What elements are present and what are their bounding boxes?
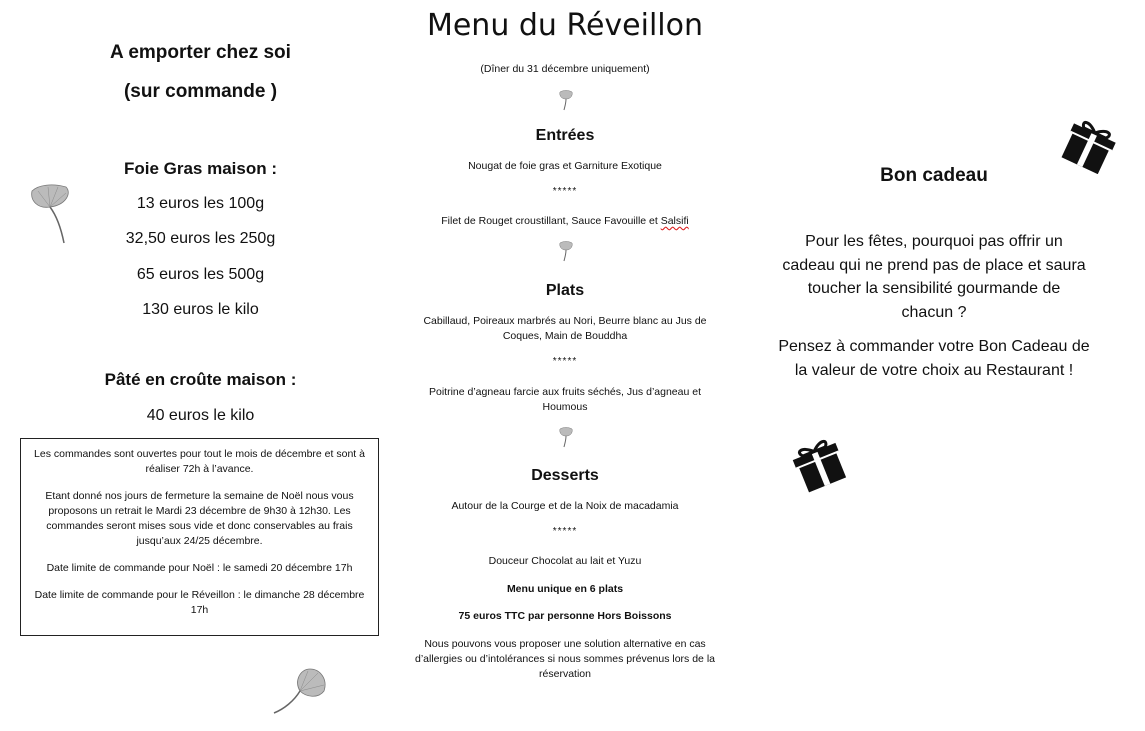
notice-paragraph: Les commandes sont ouvertes pour tout le mois de décembre et sont à réaliser 72h à l’avance. (34, 448, 365, 475)
allergy-note: Nous pouvons vous proposer une solution alternative en cas d’allergies ou d’intolérances si nous sommes prévenus lors de la réservation (415, 638, 715, 680)
separator: ***** (552, 526, 578, 537)
entrees-title: Entrées (535, 127, 595, 144)
menu-price: 75 euros TTC par personne Hors Boissons (458, 610, 672, 622)
menu-subtitle: (Dîner du 31 décembre uniquement) (480, 63, 650, 75)
entree-item: Nougat de foie gras et Garniture Exotique (468, 160, 662, 172)
entree-text: Filet de Rouget croustillant, Sauce Favouille et (441, 215, 661, 227)
gift-box-icon (1058, 118, 1120, 174)
foie-price-250g: 32,50 euros les 250g (125, 230, 276, 247)
menu-unique-note: Menu unique en 6 plats (506, 583, 624, 595)
dessert-item: Autour de la Courge et de la Noix de macadamia (451, 500, 679, 512)
foie-price-500g: 65 euros les 500g (136, 266, 265, 283)
notice-paragraph: Date limite de commande pour Noël : le samedi 20 décembre 17h (46, 562, 353, 574)
plat-item: Cabillaud, Poireaux marbrés au Nori, Beurre blanc au Jus de Coques, Main de Bouddha (423, 315, 707, 342)
separator: ***** (552, 356, 578, 367)
foie-gras-title: Foie Gras maison : (123, 159, 278, 178)
notice-paragraph: Date limite de commande pour le Réveillon : le dimanche 28 décembre 17h (34, 589, 365, 616)
pate-title: Pâté en croûte maison : (104, 370, 297, 389)
entree-item (405, 214, 725, 229)
ginkgo-leaf-icon (270, 665, 330, 717)
notice-paragraph: Etant donné nos jours de fermeture la semaine de Noël nous vous proposons un retrait le Mardi 23 décembre de 9h30 à 12h30. Les commandes seront mises sous vide et donc conservables au frais jusqu’aux 24/25 décembre. (45, 490, 354, 547)
desserts-title: Desserts (531, 467, 599, 484)
foie-price-kilo: 130 euros le kilo (142, 301, 259, 318)
entree-text-misspelled: Salsifi (660, 215, 689, 227)
ginkgo-leaf-icon (558, 240, 574, 262)
dessert-item: Douceur Chocolat au lait et Yuzu (488, 555, 642, 567)
gift-card-paragraph: Pour les fêtes, pourquoi pas offrir un cadeau qui ne prend pas de place et saura toucher la sensibilité gourmande de chacun ? (782, 233, 1086, 321)
foie-price-100g: 13 euros les 100g (136, 195, 265, 212)
ginkgo-leaf-icon (558, 426, 574, 448)
ginkgo-leaf-icon (28, 183, 76, 247)
order-notice-box (20, 438, 379, 636)
gift-card-paragraph: Pensez à commander votre Bon Cadeau de la valeur de votre choix au Restaurant ! (778, 338, 1090, 379)
takeaway-heading: A emporter chez soi (110, 42, 291, 63)
takeaway-subheading: (sur commande ) (123, 81, 278, 102)
pate-price: 40 euros le kilo (146, 407, 255, 424)
ginkgo-leaf-icon (558, 89, 574, 111)
plats-title: Plats (545, 282, 585, 299)
separator: ***** (552, 186, 578, 197)
gift-box-icon (790, 434, 852, 494)
menu-title: Menu du Réveillon (426, 8, 704, 43)
plat-item: Poitrine d’agneau farcie aux fruits séchés, Jus d’agneau et Houmous (428, 386, 701, 413)
gift-card-heading: Bon cadeau (880, 165, 988, 186)
